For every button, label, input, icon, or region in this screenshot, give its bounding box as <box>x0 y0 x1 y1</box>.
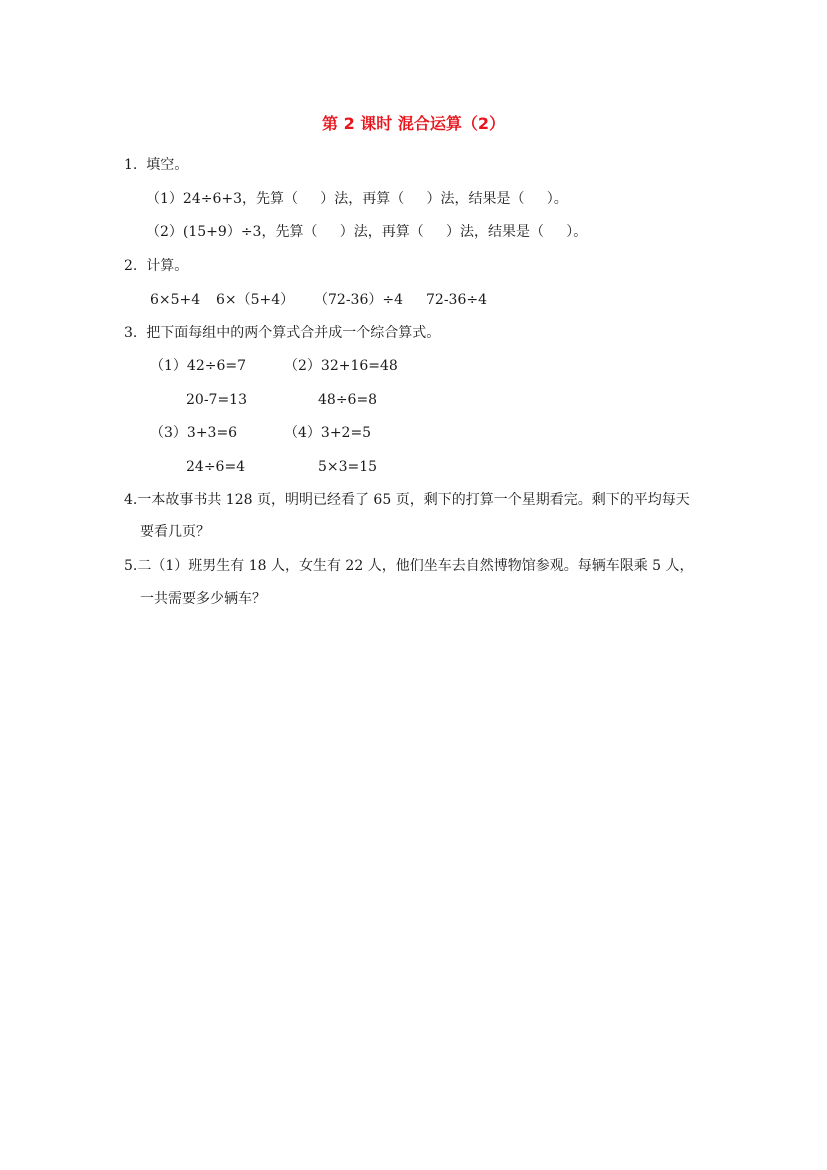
q5-line-2: 一共需要多少辆车？ <box>140 591 266 607</box>
q3-group-3-first: （3）3+3=6 <box>150 425 238 441</box>
q1-item-2: （2）(15+9）÷3，先算（ ）法，再算（ ）法，结果是（ ）。 <box>146 224 588 240</box>
q2-expr-1: 6×5+4 <box>150 292 201 308</box>
q5-line-1: 5.二（1）班男生有 18 人，女生有 22 人，他们坐车去自然博物馆参观。每辆车限乘 5 人， <box>124 558 694 574</box>
q2-expr-2: 6×（5+4） <box>216 292 295 308</box>
q3-group-1-first: （1）42÷6=7 <box>150 358 246 374</box>
page-title: 第 2 课时 混合运算（2） <box>322 114 505 133</box>
q3-group-2-first: （2）32+16=48 <box>284 358 398 374</box>
q3-heading: 3. 把下面每组中的两个算式合并成一个综合算式。 <box>124 325 441 341</box>
q3-group-4-second: 5×3=15 <box>318 459 378 475</box>
q3-group-4-first: （4）3+2=5 <box>284 425 372 441</box>
q2-expr-3: （72-36）÷4 <box>314 292 403 308</box>
q4-line-1: 4.一本故事书共 128 页，明明已经看了 65 页，剩下的打算一个星期看完。剩下的平均每天 <box>124 492 690 508</box>
q3-group-3-second: 24÷6=4 <box>186 459 246 475</box>
q1-item-1: （1）24÷6+3，先算（ ）法，再算（ ）法，结果是（ ）。 <box>146 191 568 207</box>
q3-group-1-second: 20-7=13 <box>186 392 247 408</box>
q2-expr-4: 72-36÷4 <box>426 292 487 308</box>
q2-heading: 2. 计算。 <box>124 258 189 274</box>
q4-line-2: 要看几页？ <box>140 524 210 540</box>
q3-group-2-second: 48÷6=8 <box>318 392 378 408</box>
q1-heading: 1. 填空。 <box>124 157 189 173</box>
